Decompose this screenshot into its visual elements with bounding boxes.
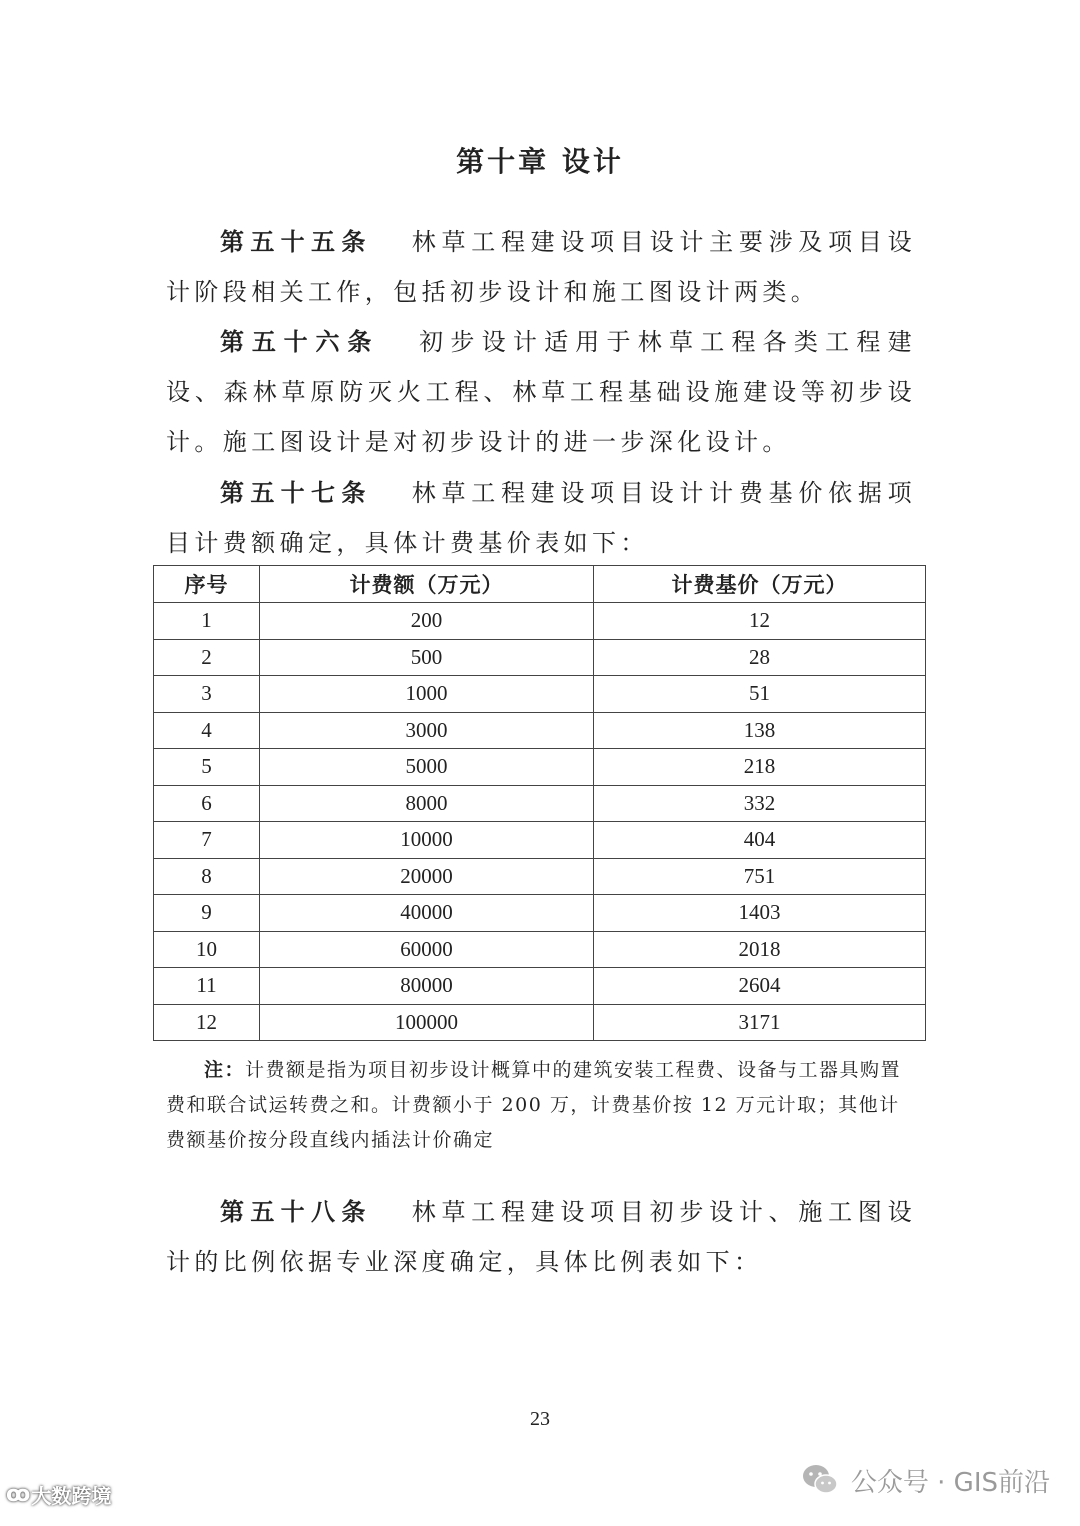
table-row bbox=[154, 931, 926, 968]
cell-fee-amount: 3000 bbox=[260, 712, 594, 749]
cell-index: 12 bbox=[154, 1004, 260, 1041]
loop-logo-icon: ꝏ bbox=[6, 1481, 28, 1507]
table-row bbox=[154, 603, 926, 640]
watermark-left-text: 大数跨境 bbox=[31, 1483, 112, 1508]
cell-fee-amount: 80000 bbox=[260, 968, 594, 1005]
table-row bbox=[154, 676, 926, 713]
table-row bbox=[154, 968, 926, 1005]
article-text: 初步设计适用于林草工程各类工程建设、森林草原防灭火工程、林草工程基础设施建设等初步设计。施工图设计是对初步设计的进一步深化设计。 bbox=[166, 328, 917, 456]
cell-base-price: 138 bbox=[594, 712, 926, 749]
article-text: 林草工程建设项目设计计费基价依据项目计费额确定，具体计费基价表如下： bbox=[166, 479, 916, 557]
header-fee-amount: 计费额（万元） bbox=[260, 566, 594, 603]
article-label: 第五十六条 bbox=[220, 328, 380, 356]
cell-fee-amount: 500 bbox=[260, 639, 594, 676]
cell-index: 4 bbox=[154, 712, 260, 749]
cell-base-price: 51 bbox=[594, 676, 926, 713]
cell-fee-amount: 1000 bbox=[260, 676, 594, 713]
article-text: 林草工程建设项目设计主要涉及项目设计阶段相关工作，包括初步设计和施工图设计两类。 bbox=[166, 228, 916, 306]
table-row bbox=[154, 639, 926, 676]
cell-base-price: 28 bbox=[594, 639, 926, 676]
table-row bbox=[154, 749, 926, 786]
cell-index: 3 bbox=[154, 676, 260, 713]
article-56 bbox=[166, 317, 916, 467]
table-note bbox=[166, 1053, 918, 1158]
note-label: 注： bbox=[204, 1059, 246, 1081]
cell-fee-amount: 60000 bbox=[260, 931, 594, 968]
cell-base-price: 404 bbox=[594, 822, 926, 859]
cell-fee-amount: 20000 bbox=[260, 858, 594, 895]
cell-base-price: 2018 bbox=[594, 931, 926, 968]
cell-fee-amount: 40000 bbox=[260, 895, 594, 932]
cell-base-price: 218 bbox=[594, 749, 926, 786]
cell-index: 8 bbox=[154, 858, 260, 895]
page-number: 23 bbox=[530, 1408, 550, 1430]
fee-table bbox=[153, 565, 926, 1041]
table-row bbox=[154, 712, 926, 749]
cell-index: 2 bbox=[154, 639, 260, 676]
article-57 bbox=[166, 468, 916, 568]
table-row bbox=[154, 785, 926, 822]
cell-base-price: 332 bbox=[594, 785, 926, 822]
article-label: 第五十五条 bbox=[220, 228, 372, 256]
cell-fee-amount: 8000 bbox=[260, 785, 594, 822]
article-label: 第五十八条 bbox=[220, 1198, 372, 1226]
cell-index: 5 bbox=[154, 749, 260, 786]
table-row bbox=[154, 1004, 926, 1041]
wechat-icon bbox=[801, 1463, 839, 1497]
cell-base-price: 3171 bbox=[594, 1004, 926, 1041]
header-base-price: 计费基价（万元） bbox=[594, 566, 926, 603]
cell-index: 9 bbox=[154, 895, 260, 932]
cell-fee-amount: 5000 bbox=[260, 749, 594, 786]
cell-base-price: 2604 bbox=[594, 968, 926, 1005]
cell-index: 6 bbox=[154, 785, 260, 822]
table-header-row bbox=[154, 566, 926, 603]
article-text: 林草工程建设项目初步设计、施工图设计的比例依据专业深度确定，具体比例表如下： bbox=[166, 1198, 916, 1276]
table-row bbox=[154, 895, 926, 932]
header-index: 序号 bbox=[154, 566, 260, 603]
cell-fee-amount: 200 bbox=[260, 603, 594, 640]
cell-index: 1 bbox=[154, 603, 260, 640]
cell-base-price: 12 bbox=[594, 603, 926, 640]
cell-index: 11 bbox=[154, 968, 260, 1005]
cell-index: 7 bbox=[154, 822, 260, 859]
cell-base-price: 751 bbox=[594, 858, 926, 895]
table-row bbox=[154, 822, 926, 859]
watermark-right bbox=[801, 1455, 1050, 1505]
watermark-right-text: 公众号 · GIS前沿 bbox=[850, 1467, 1050, 1498]
cell-fee-amount: 100000 bbox=[260, 1004, 594, 1041]
article-58 bbox=[166, 1187, 916, 1287]
cell-fee-amount: 10000 bbox=[260, 822, 594, 859]
article-label: 第五十七条 bbox=[220, 479, 372, 507]
article-55 bbox=[166, 217, 916, 317]
watermark-left bbox=[6, 1474, 111, 1514]
note-text: 计费额是指为项目初步设计概算中的建筑安装工程费、设备与工器具购置费和联合试运转费之和。计费额小于 200 万，计费基价按 12 万元计取；其他计费额基价按分段直线内插法计价确定 bbox=[166, 1059, 902, 1151]
table-row bbox=[154, 858, 926, 895]
chapter-title: 第十章 设计 bbox=[456, 145, 624, 178]
cell-index: 10 bbox=[154, 931, 260, 968]
cell-base-price: 1403 bbox=[594, 895, 926, 932]
